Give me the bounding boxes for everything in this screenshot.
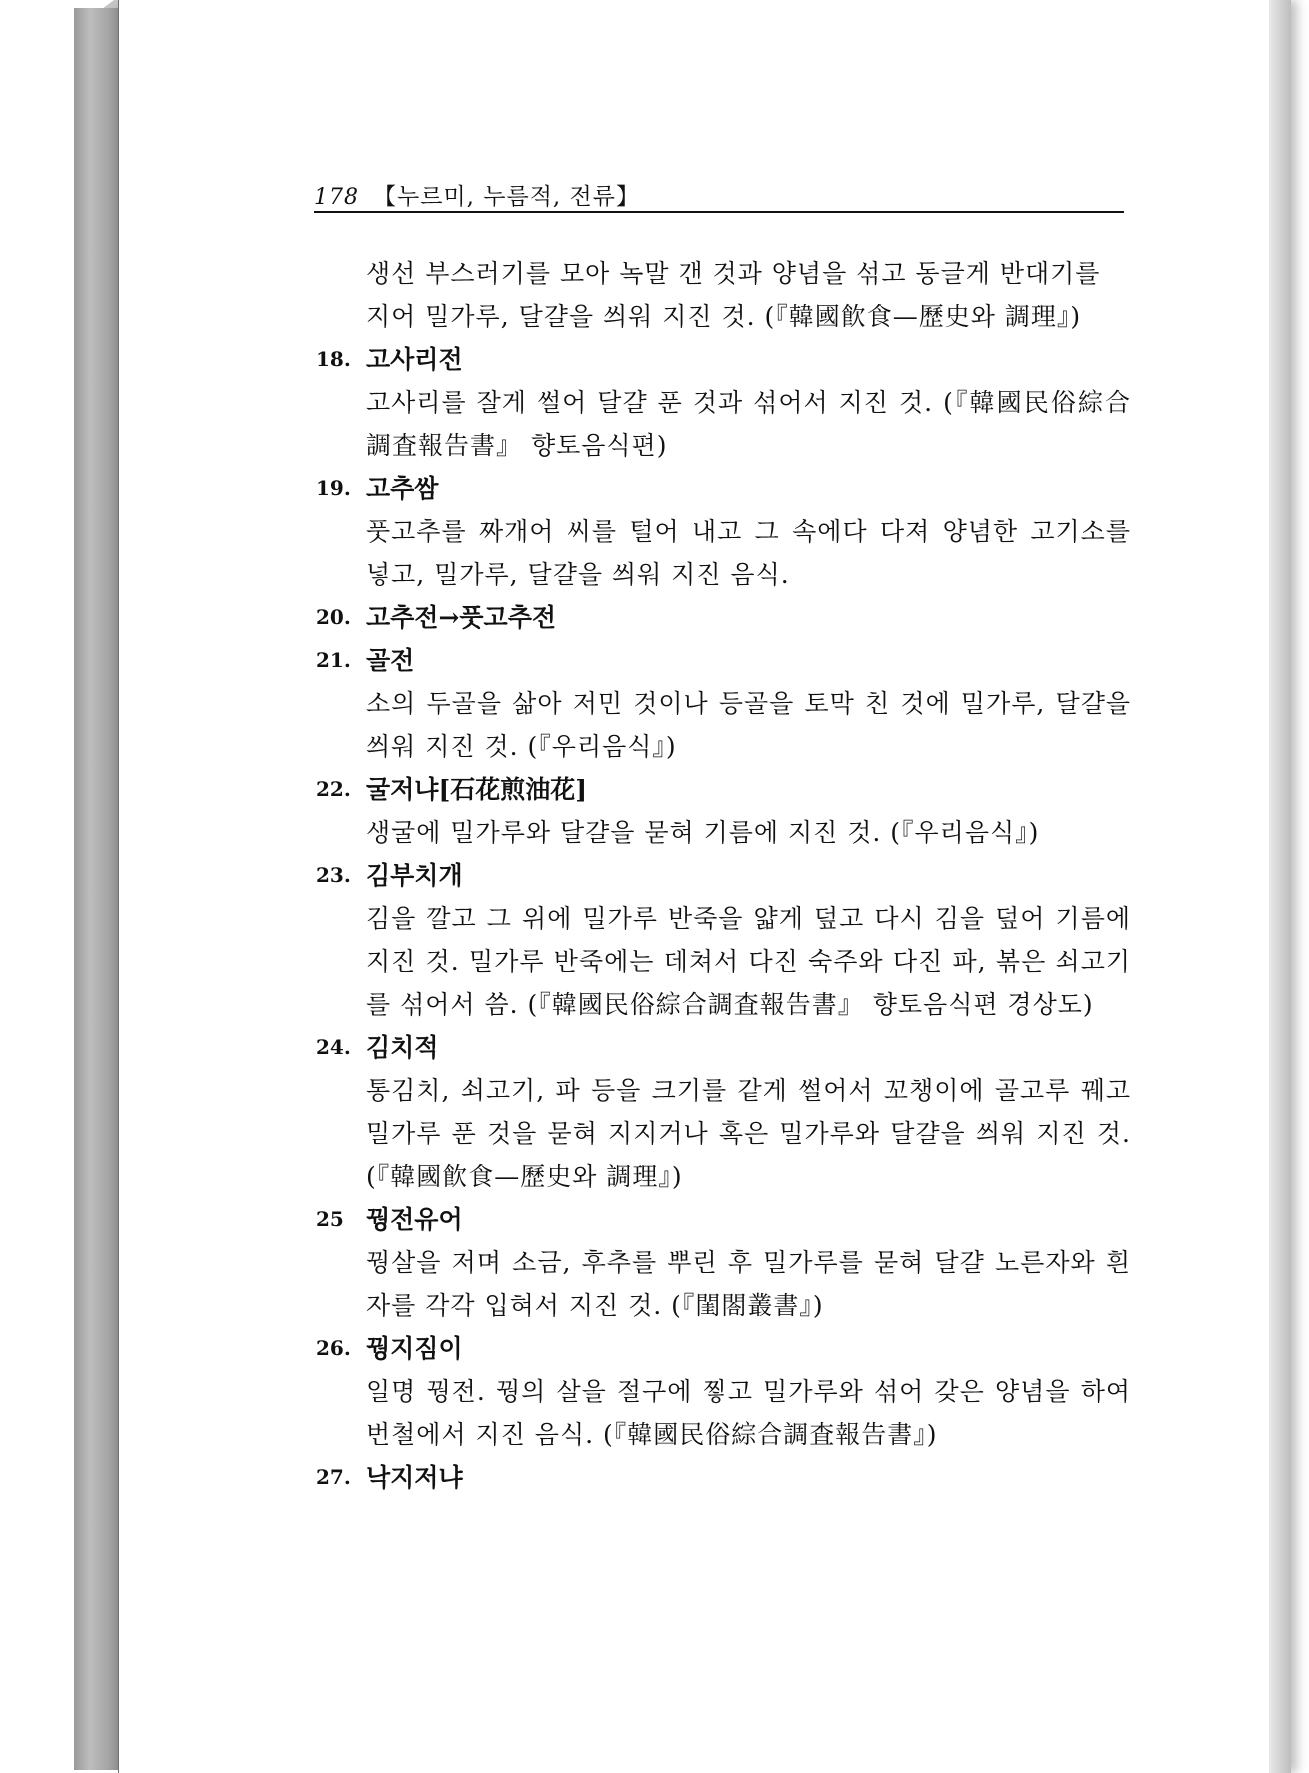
entry-description: 생굴에 밀가루와 달걀을 묻혀 기름에 지진 것. (『우리음식』) (366, 818, 1040, 847)
entry-number: 20. (316, 605, 351, 629)
entry-number: 22. (316, 777, 351, 801)
entry-title: 낙지저냐 (366, 1463, 463, 1492)
continuation-text: 생선 부스러기를 모아 녹말 갠 것과 양념을 섞고 동글게 반대기를 지어 밀가루, 달걀을 씌워 지진 것. (『韓國飮食—歷史와 調理』) (366, 259, 1101, 331)
entry-description: 일명 꿩전. 꿩의 살을 절구에 찧고 밀가루와 섞어 갖은 양념을 하여 번철에서 지진 음식. (『韓國民俗綜合調査報告書』) (366, 1377, 1131, 1449)
entry-title: 골전 (366, 646, 415, 675)
entry-23 (316, 854, 1131, 1026)
entry-26 (316, 1327, 1131, 1456)
page-right-shade (1269, 0, 1291, 1773)
entry-22 (316, 768, 1131, 854)
entry-number: 24. (316, 1035, 351, 1059)
page-body (316, 252, 1131, 1499)
entry-24 (316, 1026, 1131, 1198)
entry-description: 소의 두골을 삶아 저민 것이나 등골을 토막 친 것에 밀가루, 달걀을 씌워 지진 것. (『우리음식』) (366, 689, 1131, 761)
entry-number: 19. (316, 476, 351, 500)
chapter-title: 【누르미, 누름적, 전류】 (373, 184, 640, 210)
entry-title: 고추쌈 (366, 474, 439, 503)
entry-number: 27. (316, 1465, 351, 1489)
entry-title: 김치적 (366, 1033, 439, 1062)
entry-description: 통김치, 쇠고기, 파 등을 크기를 같게 썰어서 꼬챙이에 골고루 꿰고 밀가루 푼 것을 묻혀 지지거나 혹은 밀가루와 달걀을 씌워 지진 것. (『韓國飮食—歷史와 調理』) (366, 1076, 1131, 1191)
entry-title: 고사리전 (366, 345, 463, 374)
entry-description: 고사리를 잘게 썰어 달걀 푼 것과 섞어서 지진 것. (『韓國民俗綜合調査報告書』 향토음식편) (366, 388, 1131, 460)
entry-number: 21. (316, 648, 351, 672)
entry-title: 꿩전유어 (366, 1205, 463, 1234)
header-rule (314, 211, 1124, 213)
entry-25 (316, 1198, 1131, 1327)
entry-title: 꿩지짐이 (366, 1334, 463, 1363)
entry-title: 김부치개 (366, 861, 463, 890)
entry-description: 풋고추를 짜개어 씨를 털어 내고 그 속에다 다져 양념한 고기소를 넣고, 밀가루, 달걀을 씌워 지진 음식. (366, 517, 1131, 589)
entry-number: 18. (316, 347, 351, 371)
running-header (314, 178, 1124, 211)
page-number: 178 (314, 185, 359, 210)
entry-number: 23. (316, 863, 351, 887)
entry-description: 김을 깔고 그 위에 밀가루 반죽을 얇게 덮고 다시 김을 덮어 기름에 지진 것. 밀가루 반죽에는 데쳐서 다진 숙주와 다진 파, 볶은 쇠고기를 섞어서 씀. (『韓國民俗綜合調査報告書』 향토음식편 경상도) (366, 904, 1131, 1019)
entry-title: 굴저냐[石花煎油花] (366, 775, 588, 804)
book-spine-edge (74, 8, 120, 1770)
entry-20 (316, 596, 1131, 639)
entry-19 (316, 467, 1131, 596)
entry-title: 고추전→풋고추전 (366, 603, 556, 632)
entry-number: 25 (316, 1207, 344, 1231)
entry-21 (316, 639, 1131, 768)
entry-description: 꿩살을 저며 소금, 후추를 뿌린 후 밀가루를 묻혀 달걀 노른자와 흰자를 각각 입혀서 지진 것. (『閨閤叢書』) (366, 1248, 1131, 1320)
entry-number: 26. (316, 1336, 351, 1360)
entry-18 (316, 338, 1131, 467)
entry-27 (316, 1456, 1131, 1499)
